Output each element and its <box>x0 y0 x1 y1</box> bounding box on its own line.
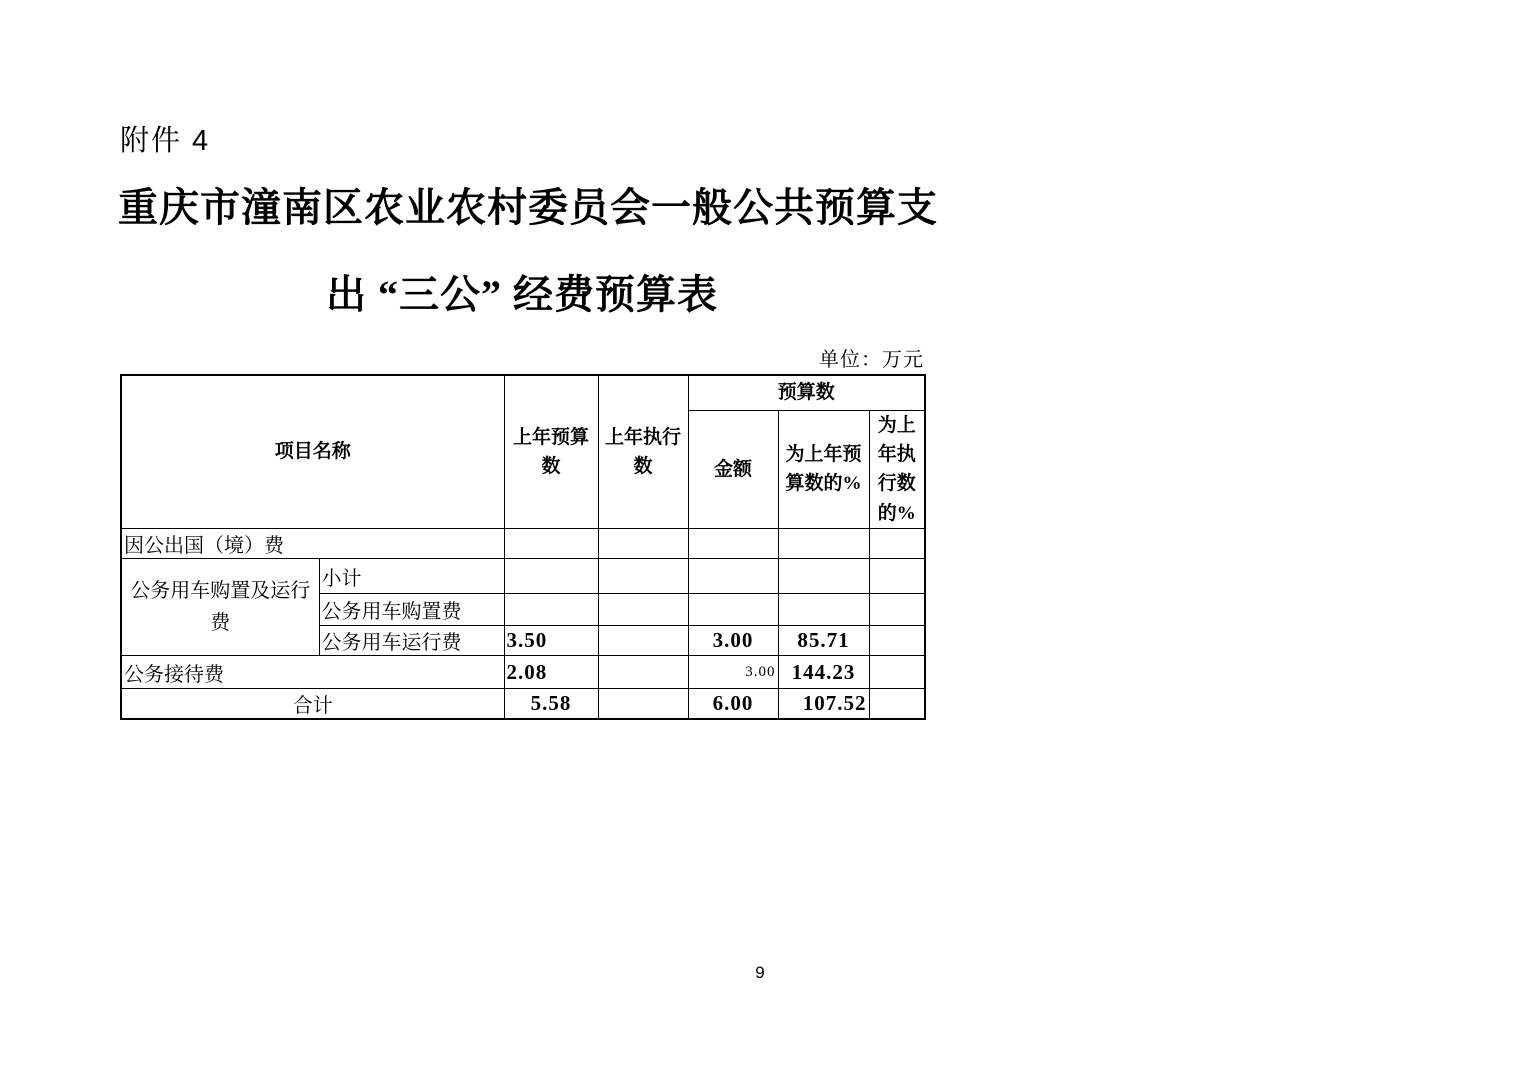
row-vehicle-subtotal-amount <box>688 559 778 594</box>
table-row-total <box>121 689 925 720</box>
row-abroad-amount <box>688 529 778 559</box>
row-vehicle-subtotal-name: 小计 <box>319 559 504 594</box>
document-title-line1: 重庆市潼南区农业农村委员会一般公共预算支 <box>118 185 938 230</box>
table-row-abroad <box>121 529 925 559</box>
row-vehicle-purchase-prev-exec <box>598 594 688 626</box>
vehicle-group-name: 公务用车购置及运行费 <box>121 559 319 656</box>
row-vehicle-subtotal-pct-prev-budget <box>778 559 869 594</box>
row-vehicle-purchase-name: 公务用车购置费 <box>319 594 504 626</box>
row-abroad-pct-prev-budget <box>778 529 869 559</box>
row-vehicle-subtotal-pct-prev-exec <box>869 559 925 594</box>
row-reception-pct-prev-exec <box>869 656 925 689</box>
row-vehicle-subtotal-prev-exec <box>598 559 688 594</box>
header-amount: 金额 <box>688 410 778 529</box>
header-budget-group: 预算数 <box>688 375 925 410</box>
header-item-name: 项目名称 <box>121 375 504 529</box>
row-reception-pct-prev-budget: 144.23 <box>778 656 869 689</box>
row-vehicle-purchase-amount <box>688 594 778 626</box>
table-row-vehicle-subtotal <box>121 559 925 594</box>
attachment-label: 附件 4 <box>120 125 211 157</box>
row-abroad-name: 因公出国（境）费 <box>121 529 504 559</box>
row-abroad-prev-budget <box>504 529 598 559</box>
row-vehicle-purchase-pct-prev-budget <box>778 594 869 626</box>
document-title-line2: 出 “三公” 经费预算表 <box>326 272 718 317</box>
row-vehicle-purchase-pct-prev-exec <box>869 594 925 626</box>
row-total-amount: 6.00 <box>688 689 778 720</box>
budget-table <box>120 374 926 720</box>
row-vehicle-operation-amount: 3.00 <box>688 626 778 656</box>
row-vehicle-operation-pct-prev-budget: 85.71 <box>778 626 869 656</box>
row-total-pct-prev-exec <box>869 689 925 720</box>
unit-note: 单位：万元 <box>819 349 924 371</box>
header-pct-of-prev-execution: 为上年执行数的% <box>869 410 925 529</box>
table-row-reception <box>121 656 925 689</box>
row-abroad-pct-prev-exec <box>869 529 925 559</box>
row-reception-amount: 3.00 <box>688 656 778 689</box>
header-prev-year-budget: 上年预算数 <box>504 375 598 529</box>
row-total-name: 合计 <box>121 689 504 720</box>
row-reception-prev-budget: 2.08 <box>504 656 598 689</box>
row-reception-prev-exec <box>598 656 688 689</box>
row-total-prev-budget: 5.58 <box>504 689 598 720</box>
row-vehicle-subtotal-prev-budget <box>504 559 598 594</box>
row-total-pct-prev-budget: 107.52 <box>778 689 869 720</box>
row-vehicle-operation-name: 公务用车运行费 <box>319 626 504 656</box>
row-vehicle-operation-prev-budget: 3.50 <box>504 626 598 656</box>
page-number: 9 <box>755 963 765 982</box>
header-pct-of-prev-budget: 为上年预算数的% <box>778 410 869 529</box>
row-total-prev-exec <box>598 689 688 720</box>
row-vehicle-operation-prev-exec <box>598 626 688 656</box>
row-vehicle-purchase-prev-budget <box>504 594 598 626</box>
row-vehicle-operation-pct-prev-exec <box>869 626 925 656</box>
row-reception-name: 公务接待费 <box>121 656 504 689</box>
header-prev-year-execution: 上年执行数 <box>598 375 688 529</box>
header-row-top <box>121 375 925 410</box>
row-abroad-prev-exec <box>598 529 688 559</box>
